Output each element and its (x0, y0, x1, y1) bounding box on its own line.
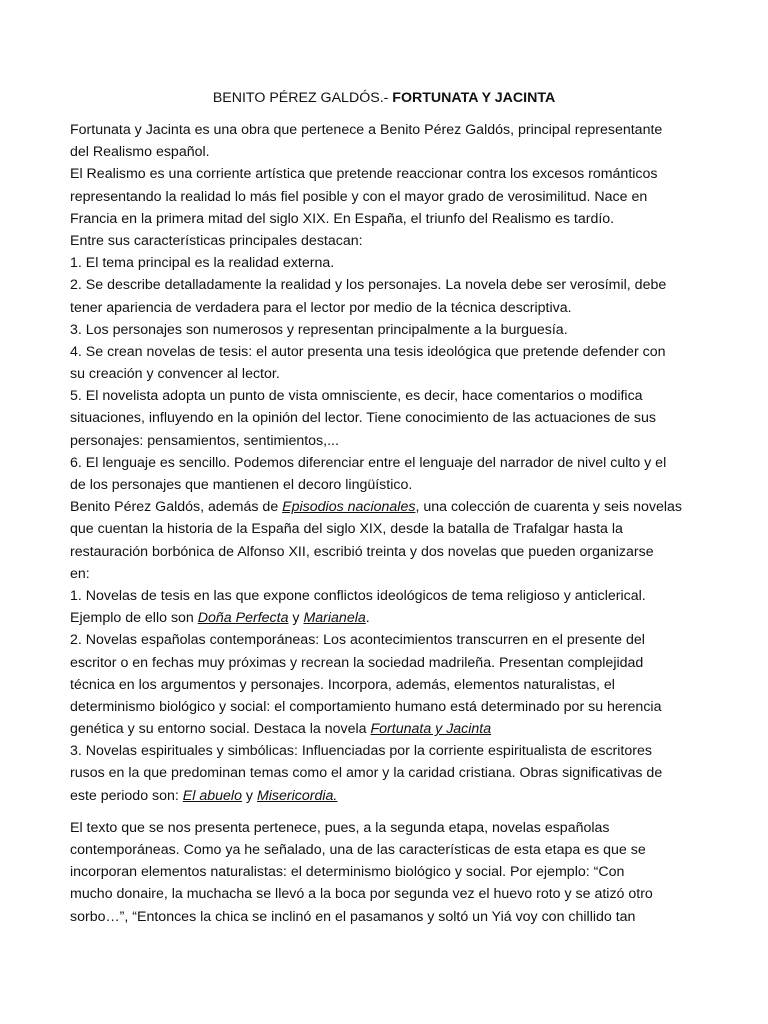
text-line (70, 883, 702, 905)
text-segment: 3. Los personajes son numerosos y representan principalmente a la burguesía. (70, 321, 568, 338)
text-segment: 4. Se crean novelas de tesis: el autor presenta una tesis ideológica que pretende defender con (70, 343, 666, 360)
text-segment: , una colección de cuarenta y seis novelas (415, 499, 683, 516)
document-title (0, 88, 768, 108)
text-segment: personajes: pensamientos, sentimientos,... (70, 432, 339, 449)
text-segment: contemporáneas. Como ya he señalado, una de las características de esta etapa es que se (70, 842, 646, 858)
text-line (70, 629, 702, 651)
book-title: Doña Perfecta (197, 610, 289, 627)
text-segment: 1. Novelas de tesis en las que expone conflictos ideológicos de tema religioso y anticlerical. (70, 587, 646, 604)
text-segment: El Realismo es una corriente artística que pretende reaccionar contra los excesos románticos (70, 166, 658, 183)
text-line (70, 407, 702, 429)
text-line (70, 607, 702, 629)
text-segment: 6. El lenguaje es sencillo. Podemos diferenciar entre el lenguaje del narrador de nivel culto y el (70, 454, 667, 471)
text-line (70, 474, 702, 496)
text-line (70, 119, 702, 141)
title-author: BENITO PÉREZ GALDÓS.- (212, 90, 393, 106)
text-line (70, 385, 702, 407)
text-line (70, 319, 702, 341)
text-segment: 3. Novelas espirituales y simbólicas: Influenciadas por la corriente espiritualista de escritores (70, 743, 652, 760)
text-line (70, 585, 702, 607)
text-segment: restauración borbónica de Alfonso XII, escribió treinta y dos novelas que pueden organizarse (70, 543, 654, 560)
text-line (70, 341, 702, 363)
text-segment: Fortunata y Jacinta es una obra que pertenece a Benito Pérez Galdós, principal representante (70, 122, 663, 138)
paragraph-gap (70, 807, 702, 817)
text-segment: sorbo…”, “Entonces la chica se inclinó en el pasamanos y soltó un Yiá voy con chillido tan (70, 908, 636, 925)
text-line (70, 274, 702, 296)
text-line (70, 563, 702, 585)
text-line (70, 839, 702, 861)
text-line (70, 186, 702, 208)
book-title: Fortunata y Jacinta (370, 721, 492, 738)
text-segment: 2. Novelas españolas contemporáneas: Los acontecimientos transcurren en el presente del (70, 632, 645, 649)
text-segment: Benito Pérez Galdós, además de (70, 499, 283, 516)
text-segment: genética y su entorno social. Destaca la novela (70, 721, 371, 738)
text-line (70, 252, 702, 274)
document-body (70, 119, 702, 928)
text-line (70, 674, 702, 696)
text-segment: en: (70, 565, 90, 582)
text-segment: Entre sus características principales destacan: (70, 232, 363, 249)
text-segment: del Realismo español. (70, 144, 210, 161)
book-title: Marianela (303, 610, 366, 627)
text-line (70, 861, 702, 883)
book-title: El abuelo (182, 787, 242, 804)
text-line (70, 718, 702, 740)
text-line (70, 762, 702, 784)
text-segment: rusos en la que predominan temas como el amor y la caridad cristiana. Obras significativas de (70, 765, 663, 782)
text-line (70, 297, 702, 319)
text-segment: tener apariencia de verdadera para el lector por medio de la técnica descriptiva. (70, 299, 572, 316)
text-segment: representando la realidad lo más fiel posible y con el mayor grado de verosimilitud. Nace en (70, 188, 648, 205)
text-segment: técnica en los argumentos y personajes. Incorpora, además, elementos naturalistas, el (70, 676, 615, 693)
text-segment: de los personajes que mantienen el decoro lingüístico. (70, 477, 413, 493)
text-segment: situaciones, influyendo en la opinión del lector. Tiene conocimiento de las actuaciones de sus (70, 410, 657, 427)
paragraph-1 (70, 119, 702, 807)
text-segment: determinismo biológico y social: el comportamiento humano está determinado por su herencia (70, 698, 662, 715)
book-title: Misericordia. (256, 787, 338, 804)
text-segment: y (288, 610, 304, 627)
text-line (70, 541, 702, 563)
text-line (70, 430, 702, 452)
text-line (70, 518, 702, 540)
text-segment: que cuentan la historia de la España del siglo XIX, desde la batalla de Trafalgar hasta la (70, 521, 623, 538)
text-segment: incorporan elementos naturalistas: el determinismo biológico y social. Por ejemplo: “Con (70, 864, 625, 881)
text-line (70, 817, 702, 839)
text-line (70, 906, 702, 928)
text-line (70, 452, 702, 474)
text-line (70, 163, 702, 185)
text-line (70, 230, 702, 252)
title-work: FORTUNATA Y JACINTA (392, 90, 556, 106)
text-line (70, 208, 702, 230)
text-line (70, 785, 702, 807)
text-line (70, 652, 702, 674)
text-line (70, 141, 702, 163)
paragraph-2 (70, 817, 702, 928)
text-line (70, 363, 702, 385)
text-segment: Francia en la primera mitad del siglo XIX. En España, el triunfo del Realismo es tardío. (70, 210, 615, 227)
text-segment: escritor o en fechas muy próximas y recrean la sociedad madrileña. Presentan complejidad (70, 654, 644, 671)
text-segment: su creación y convencer al lector. (70, 366, 280, 383)
text-segment: y (241, 787, 257, 804)
text-segment: Ejemplo de ello son (70, 610, 198, 627)
text-segment: El texto que se nos presenta pertenece, pues, a la segunda etapa, novelas españolas (70, 819, 610, 836)
text-segment: . (365, 610, 370, 627)
text-line (70, 740, 702, 762)
text-segment: 5. El novelista adopta un punto de vista omnisciente, es decir, hace comentarios o modifica (70, 388, 643, 405)
text-segment: mucho donaire, la muchacha se llevó a la boca por segunda vez el huevo roto y se atizó otro (70, 886, 653, 903)
book-title: Episodios nacionales (282, 499, 416, 516)
text-segment: 2. Se describe detalladamente la realidad y los personajes. La novela debe ser verosímil, debe (70, 277, 667, 294)
text-segment: este periodo son: (70, 787, 183, 804)
text-line (70, 696, 702, 718)
text-segment: 1. El tema principal es la realidad externa. (70, 255, 335, 272)
text-line (70, 496, 702, 518)
